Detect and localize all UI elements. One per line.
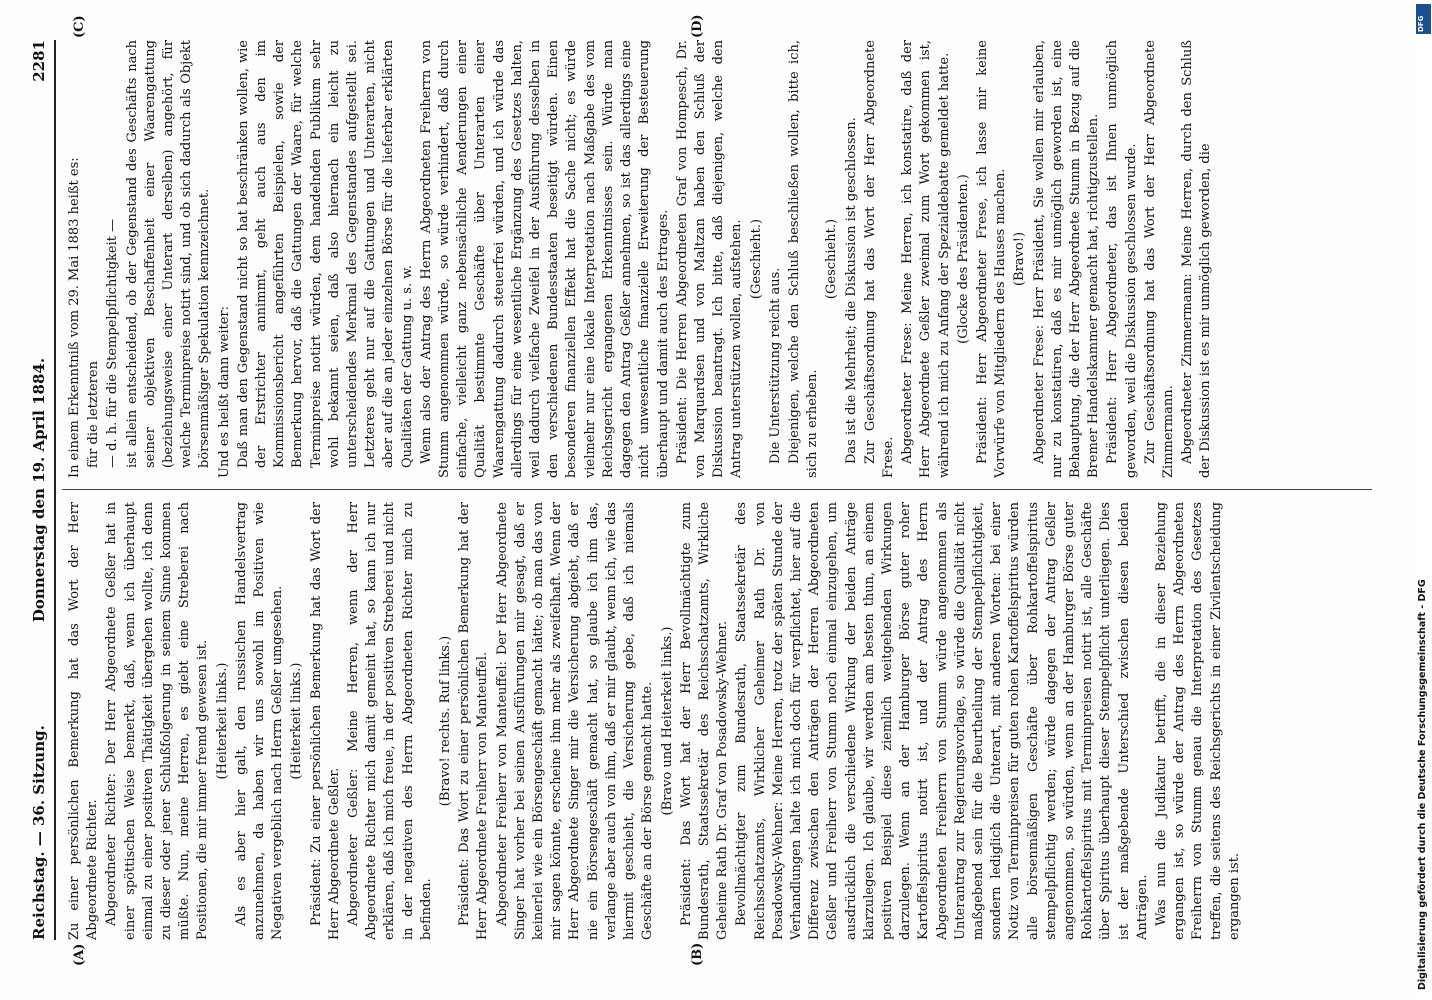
dfg-logo-text: DFG [1417, 15, 1425, 32]
paragraph: Zur Geschäftsordnung hat das Wort der Herr Abgeordnete Zimmermann. [1142, 40, 1176, 478]
header-date: Donnerstag den 19. April 1884. [30, 357, 48, 623]
page-number: 2281 [30, 40, 48, 82]
paragraph: Die Unterstützung reicht aus. [767, 267, 783, 464]
stage-direction: (Bravo! rechts. Ruf links.) [438, 635, 454, 807]
paragraph: Bevollmächtigter zum Bundesrath, Staatssekretär des Reichsschatzamts, Wirklicher Geheimer Rath Dr. von Posadowsky-Wehner: Meine Herren, trotz der späten Stunde der Verhandlungen halte ich mich doch für verpflichtet, hier auf die Differenz zwischen den Anträgen der Herren Abgeordneten Geßler und Freiherr von Stumm noch einmal einzugehen, um ausdrücklich die verschiedene Wirkung der beiden Anträge klarzulegen. Ich glaube, wir werden am besten thun, an einem positiven Beispiel diese ziemlich weitgehenden Wirkungen darzulegen. Wenn an der Hamburger Börse guter roher Kartoffelspiritus notirt ist, und der Antrag des Herrn Abgeordneten Freiherrn von Stumm würde angenommen als Unterantrag zur Regierungsvorlage, so würde die Qualität nicht maßgebend sein für die Beurtheilung der Stempelpflichtigkeit, sondern lediglich die Unterart, mit anderen Worten: bei einer Notiz von Terminpreisen für guten rohen Kartoffelspiritus würden alle börsenmäßigen Geschäfte über Rohkartoffelspiritus stempelpflichtig werden; würde dagegen der Antrag Geßler angenommen, so würden, wenn an der Hamburger Börse guter Rohkartoffelspiritus mit Terminpreisen notirt ist, alle Geschäfte über Spiritus überhaupt dieser Stempelpflicht unterliegen. Dies ist der maßgebende Unterschied zwischen diesen beiden Anträgen. [734, 502, 1150, 940]
paragraph: In einem Erkenntniß vom 29. Mai 1883 heißt es: [67, 157, 82, 478]
paragraph: Was nun die Judikatur betrifft, die in dieser Beziehung ergangen ist, so würde der Antrag des Herrn Abgeordneten Freiherrn von Stumm genau die Interpretation des Gesetzes treffen, die seitens des Reichsgerichts in einer Zivilentscheidung ergangen ist. [1153, 502, 1242, 940]
stage-direction: (Heiterkeit links.) [289, 662, 305, 780]
digitization-footer [1415, 0, 1432, 1000]
stage-direction: (Geschieht.) [748, 218, 764, 300]
paragraph: Präsident: Das Wort hat der Herr Bevollmächtigte zum Bundesrath, Staatssekretär des Reichsschatzamts, Wirkliche Geheime Rath Dr. Graf von Posadowsky-Wehner. [678, 502, 731, 940]
stage-direction: (Bravo!) [1012, 231, 1028, 287]
paragraph: Präsident: Die Herren Abgeordneten Graf von Hompesch, Dr. von Marquardsen und von Maltzan haben den Schluß der Diskussion beantragt. Ich bitte, daß diejenigen, welche den Antrag unterstützen wollen, aufstehen. [674, 40, 745, 478]
running-header [28, 40, 56, 940]
paragraph: Wenn also der Antrag des Herrn Abgeordneten Freiherrn von Stumm angenommen würde, so würde verhindert, daß durch einfache, vielleicht ganz nebensächliche Aenderungen einer Qualität bestimmte Geschäfte über Unterarten einer Waarengattung dadurch steuerfrei würden, und ich würde das allerdings für eine wesentliche Ergänzung des Gesetzes halten, weil dadurch vielfache Zweifel in der Ausführung desselben in den verschiedenen Bundesstaaten beseitigt würden. Einen besonderen finanziellen Effekt hat die Sache nicht; es würde vielmehr nur eine lokale Interpretation nach Maßgabe des vom Reichsgericht ergangenen Erkenntnisses sein. Würde man dagegen den Antrag Geßler annehmen, so ist das allerdings eine nicht unwesentliche finanzielle Erweiterung der Besteuerung überhaupt und damit auch des Ertrages. [418, 40, 671, 478]
paragraph: Und es heißt dann weiter: [216, 306, 232, 478]
paragraph: Zu einer persönlichen Bemerkung hat das Wort der Herr Abgeordnete Richter. [67, 502, 101, 940]
quote-line: — d. h. für die Stempelpflichtigkeit — [105, 218, 121, 468]
left-column [66, 502, 1366, 940]
paragraph: Abgeordneter Geßler: Meine Herren, wenn der Herr Abgeordnete Richter mich damit gemeint hat, so kann ich nur erklären, daß ich mich freue, in der positiven Streberei und nicht in der negativen des Herrn Abgeordneten Richter mich zu befinden. [346, 502, 434, 940]
margin-mark-a: (A) [72, 943, 87, 966]
paragraph: Präsident: Das Wort zu einer persönlichen Bemerkung hat der Herr Abgeordnete Freiherr von Manteuffel. [457, 502, 491, 940]
paragraph: Abgeordneter Richter: Der Herr Abgeordnete Geßler hat in einer spöttischen Weise bemerkt, daß, wenn ich überhaupt einmal zu einer positiven Thätigkeit übergehen wollte, ich denn zu dieser oder jener Schlußfolgerung in seinem Sinne kommen müßte. Nun, meine Herren, es giebt eine Streberei nach Positionen, die mir immer fremd gewesen ist. [104, 502, 211, 940]
paragraph: Präsident: Herr Abgeordneter Frese, ich lasse mir keine Vorwürfe von Mitgliedern des Hauses machen. [974, 40, 1009, 478]
margin-mark-c: (C) [72, 15, 87, 38]
quote-line: ist allein entscheidend, ob der Gegenstand des Geschäfts nach seiner objektiven Beschaffenheit einer Waarengattung (beziehungsweise einer Unterart derselben) angehört, für welche Terminpreise notirt sind, und ob sich dadurch als Objekt börsenmäßiger Spekulation kennzeichnet. [124, 40, 213, 468]
paragraph: Abgeordneter Frese: Meine Herren, ich konstatire, daß der Herr Abgeordnete Geßler zweimal zum Wort gekommen ist, während ich mich zu Anfang der Spezialdebatte gemeldet hatte. [900, 40, 952, 478]
paragraph: Zur Geschäftsordnung hat das Wort der Herr Abgeordnete Frese. [862, 40, 896, 478]
paragraph: Als es aber hier galt, den russischen Handelsvertrag anzunehmen, da haben wir uns sowohl im Positiven wie Negativen vergeblich nach Herrn Geßler umgesehen. [233, 502, 286, 940]
quote-line: für die letzteren [86, 361, 102, 468]
paragraph: Abgeordneter Freiherr von Manteuffel: Der Herr Abgeordnete Singer hat vorher bei seinen Ausführungen mir gesagt, daß er keinerlei wie ein Börsengeschäft gemacht hätte; ob man das von mir sagen könnte, erscheine ihm mehr als zweifelhaft. Wenn der Herr Abgeordnete Singer mir die Versicherung abgiebt, daß er nie ein Börsengeschäft gemacht hat, so glaube ich ihm das, verlange aber auch von ihm, daß er mir glaubt, wenn ich, wie das hiermit geschieht, die Versicherung gebe, daß ich niemals Geschäfte an der Börse gemacht hatte. [494, 502, 656, 940]
stage-direction: (Geschieht.) [824, 218, 840, 300]
stage-direction: (Bravo und Heiterkeit links.) [659, 626, 675, 816]
margin-mark-d: (D) [690, 14, 705, 38]
quote-line: Daß man den Gegenstand nicht so hat beschränken wollen, wie der Erstrichter annimmt, geht auch aus den im Kommissionsbericht angeführten Beispielen, sowie der Bemerkung hervor, daß die Gattungen der Waare, für welche Terminpreise notirt würden, dem handelnden Publikum sehr wohl bekannt seien, daß also hiernach ein leicht zu unterscheidendes Merkmal des Gegenstandes aufgestellt sei. Letzteres geht nur auf die Gattungen und Unterarten, nicht aber auf die an jeder einzelnen Börse für die lieferbar erklärten Qualitäten der Gattung u. s. w. [235, 40, 415, 468]
stage-direction: (Glocke des Präsidenten.) [955, 174, 971, 344]
right-column [66, 40, 1366, 478]
paragraph: Abgeordneter Zimmermann: Meine Herren, durch den Schluß der Diskussion ist es mir unmöglich geworden, die [1180, 40, 1214, 478]
paragraph: Präsident: Zu einer persönlichen Bemerkung hat das Wort der Herr Abgeordnete Geßler. [308, 502, 342, 940]
column-divider [62, 489, 1372, 490]
paragraph: Diejenigen, welche den Schluß beschließen wollen, bitte ich, sich zu erheben. [786, 40, 821, 478]
digitization-credit: Digitalisierung gefördert durch die Deutsche Forschungsgemeinschaft - DFG [1417, 579, 1428, 990]
paragraph: Das ist die Mehrheit; die Diskussion ist geschlossen. [843, 117, 859, 464]
paragraph: Abgeordneter Frese: Herr Präsident, Sie wollen mir erlauben, nur zu konstatiren, daß es mir unmöglich geworden ist, eine Behauptung, die der Herr Abgeordnete Stumm in Bezug auf die Bremer Handelskammer gemacht hat, richtigzustellen. [1031, 40, 1102, 478]
margin-mark-b: (B) [690, 942, 705, 966]
stage-direction: (Heiterkeit links.) [214, 662, 230, 780]
paragraph: Präsident: Herr Abgeordneter, das ist Ihnen unmöglich geworden, weil die Diskussion geschlossen wurde. [1105, 40, 1139, 478]
dfg-logo [1416, 4, 1431, 34]
header-left: Reichstag. — 36. Sitzung. [30, 725, 48, 940]
